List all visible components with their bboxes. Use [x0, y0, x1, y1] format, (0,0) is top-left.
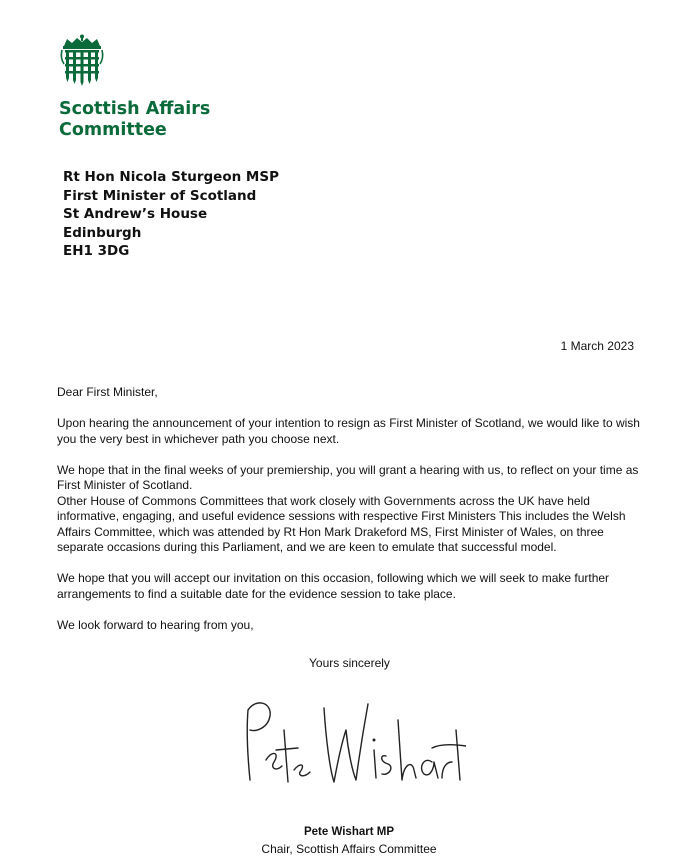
- paragraph-5: We look forward to hearing from you,: [57, 617, 254, 632]
- paragraph-4: We hope that you will accept our invitation on this occasion, following which we will seek to make further arrangements to find a suitable date for the evidence session to take place.: [57, 571, 610, 601]
- recipient-building: St Andrew’s House: [63, 206, 208, 222]
- recipient-name: Rt Hon Nicola Sturgeon MSP: [63, 169, 279, 185]
- recipient-address: [63, 168, 279, 261]
- salutation: Dear First Minister,: [57, 385, 158, 399]
- recipient-title: First Minister of Scotland: [63, 187, 257, 204]
- committee-name: [59, 99, 210, 141]
- letter-date: 1 March 2023: [560, 339, 634, 353]
- letter-body: [57, 385, 647, 649]
- committee-name-line-1: Scottish Affairs: [59, 99, 211, 119]
- committee-name-line-2: Committee: [59, 120, 167, 140]
- signatory-name: Pete Wishart MP: [303, 826, 394, 838]
- handwritten-signature: [236, 690, 466, 800]
- paragraph-2: We hope that in the final weeks of your premiership, you will grant a hearing with us, to reflect on your time as First Minister of Scotland.: [57, 462, 639, 492]
- recipient-city: Edinburgh: [63, 224, 142, 241]
- signatory-role: Chair, Scottish Affairs Committee: [261, 842, 437, 856]
- portcullis-logo-icon: [58, 34, 106, 86]
- closing: Yours sincerely: [309, 656, 390, 670]
- paragraph-3: Other House of Commons Committees that work closely with Governments across the UK have held informative, engaging, and useful evidence sessions with respective First Ministers This includes the Welsh Affairs Committee, which was attended by Rt Hon Mark Drakeford MS, First Minister of Wales, on three separate occasions during this Parliament, and we are keen to emulate that successful model.: [57, 493, 626, 554]
- recipient-postcode: EH1 3DG: [63, 243, 130, 259]
- paragraph-1: Upon hearing the announcement of your intention to resign as First Minister of Scotland, we would like to wish you the very best in whichever path you choose next.: [57, 416, 640, 446]
